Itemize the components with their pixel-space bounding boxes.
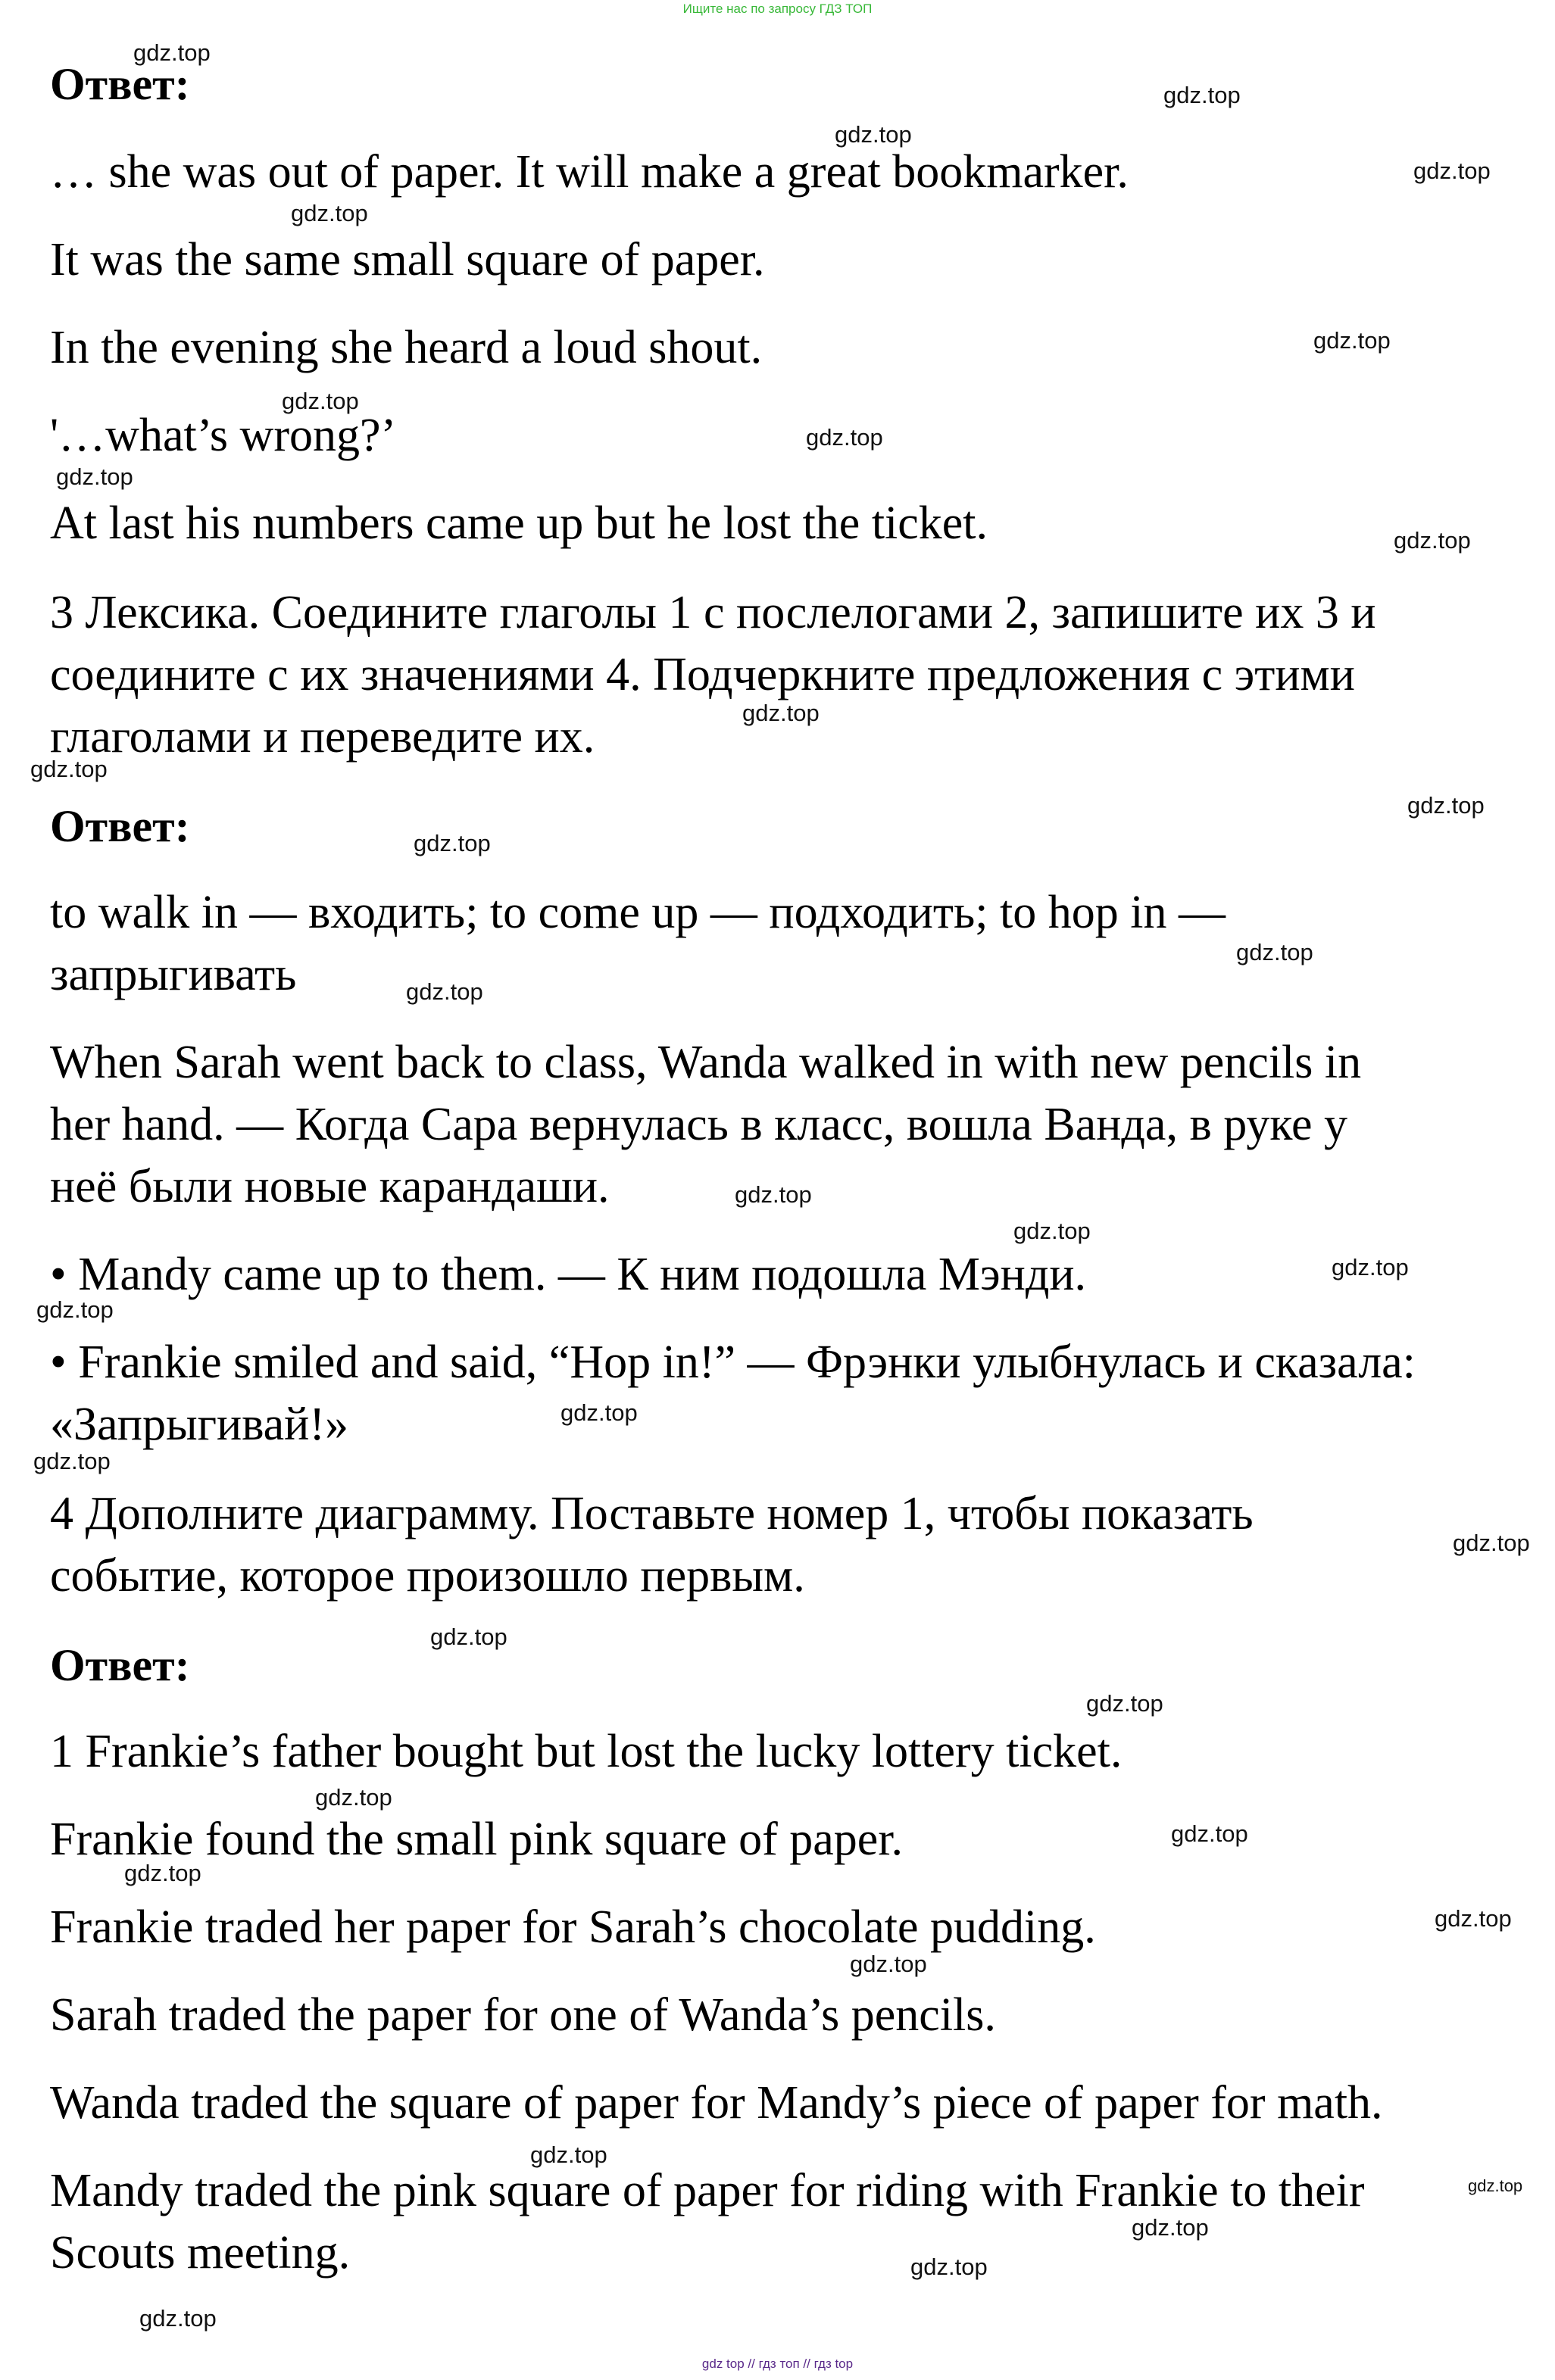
answer-line: запрыгивать: [50, 949, 297, 1000]
answer-line: '…what’s wrong?’: [50, 410, 397, 461]
answer-line: In the evening she heard a loud shout.: [50, 322, 763, 373]
watermark: gdz.top: [1013, 1218, 1091, 1244]
watermark: gdz.top: [1332, 1254, 1409, 1280]
watermark: gdz.top: [291, 200, 368, 226]
watermark: gdz.top: [1453, 1530, 1530, 1556]
watermark: gdz.top: [735, 1181, 812, 1208]
watermark: gdz.top: [1163, 82, 1241, 108]
answer-line: her hand. — Когда Сара вернулась в класс, вошла Ванда, в руке у: [50, 1099, 1347, 1150]
answer-label: Ответ:: [50, 801, 190, 851]
answer-line: «Запрыгивай!»: [50, 1399, 349, 1450]
task-line: соедините с их значениями 4. Подчеркните предложения с этими: [50, 649, 1355, 700]
answer-line: Mandy traded the pink square of paper for riding with Frankie to their: [50, 2165, 1365, 2216]
answer-line: It was the same small square of paper.: [50, 234, 765, 285]
watermark: gdz.top: [1413, 158, 1491, 184]
answer-line: At last his numbers came up but he lost the ticket.: [50, 498, 988, 549]
watermark: gdz.top: [124, 1860, 201, 1886]
watermark: gdz.top: [560, 1399, 638, 1426]
watermark: gdz.top: [56, 463, 133, 490]
watermark: gdz.top: [1132, 2214, 1209, 2241]
task-line: 4 Дополните диаграмму. Поставьте номер 1, чтобы показать: [50, 1488, 1254, 1539]
watermark: gdz.top: [1086, 1690, 1163, 1717]
watermark: gdz.top: [1236, 939, 1313, 965]
answer-line: to walk in — входить; to come up — подходить; to hop in —: [50, 887, 1226, 938]
answer-line: Wanda traded the square of paper for Mandy’s piece of paper for math.: [50, 2077, 1383, 2129]
task-line: глаголами и переведите их.: [50, 711, 595, 763]
watermark: gdz.top: [850, 1951, 927, 1977]
watermark: gdz.top: [1468, 2176, 1523, 2195]
watermark: gdz.top: [1313, 327, 1391, 354]
task-line: событие, которое произошло первым.: [50, 1550, 805, 1602]
watermark: gdz.top: [1407, 792, 1485, 819]
answer-line: 1 Frankie’s father bought but lost the lucky lottery ticket.: [50, 1726, 1123, 1777]
watermark: gdz.top: [33, 1448, 111, 1474]
answer-line: • Frankie smiled and said, “Hop in!” — Фрэнки улыбнулась и сказала:: [50, 1337, 1416, 1388]
task-line: 3 Лексика. Соедините глаголы 1 с послелогами 2, запишите их 3 и: [50, 587, 1376, 638]
watermark: gdz.top: [133, 39, 211, 66]
watermark: gdz.top: [406, 978, 483, 1005]
watermark: gdz.top: [835, 121, 912, 148]
watermark: gdz.top: [139, 2305, 217, 2332]
watermark: gdz.top: [282, 388, 359, 414]
answer-line: Frankie found the small pink square of paper.: [50, 1814, 904, 1865]
watermark: gdz.top: [1394, 527, 1471, 554]
answer-line: • Mandy came up to them. — К ним подошла Мэнди.: [50, 1249, 1087, 1300]
answer-line: Frankie traded her paper for Sarah’s chocolate pudding.: [50, 1901, 1096, 1953]
watermark: gdz.top: [315, 1784, 392, 1811]
watermark: gdz.top: [910, 2254, 988, 2280]
top-search-note: Ищите нас по запросу ГДЗ ТОП: [682, 2, 873, 16]
watermark: gdz.top: [430, 1624, 507, 1650]
answer-line: Sarah traded the paper for one of Wanda’s pencils.: [50, 1989, 996, 2041]
watermark: gdz.top: [36, 1296, 114, 1323]
answer-line: неё были новые карандаши.: [50, 1161, 610, 1212]
footer-links[interactable]: gdz top // гдз топ // гдз top: [701, 2357, 854, 2371]
watermark: gdz.top: [742, 700, 820, 726]
watermark: gdz.top: [414, 830, 491, 856]
watermark: gdz.top: [30, 756, 108, 782]
watermark: gdz.top: [806, 424, 883, 451]
watermark: gdz.top: [1171, 1820, 1248, 1847]
answer-line: When Sarah went back to class, Wanda walked in with new pencils in: [50, 1037, 1362, 1088]
answer-label: Ответ:: [50, 59, 190, 109]
watermark: gdz.top: [530, 2141, 607, 2168]
answer-line: … she was out of paper. It will make a great bookmarker.: [50, 146, 1129, 198]
answer-label: Ответ:: [50, 1640, 190, 1690]
watermark: gdz.top: [1435, 1905, 1512, 1932]
answer-line: Scouts meeting.: [50, 2227, 351, 2279]
